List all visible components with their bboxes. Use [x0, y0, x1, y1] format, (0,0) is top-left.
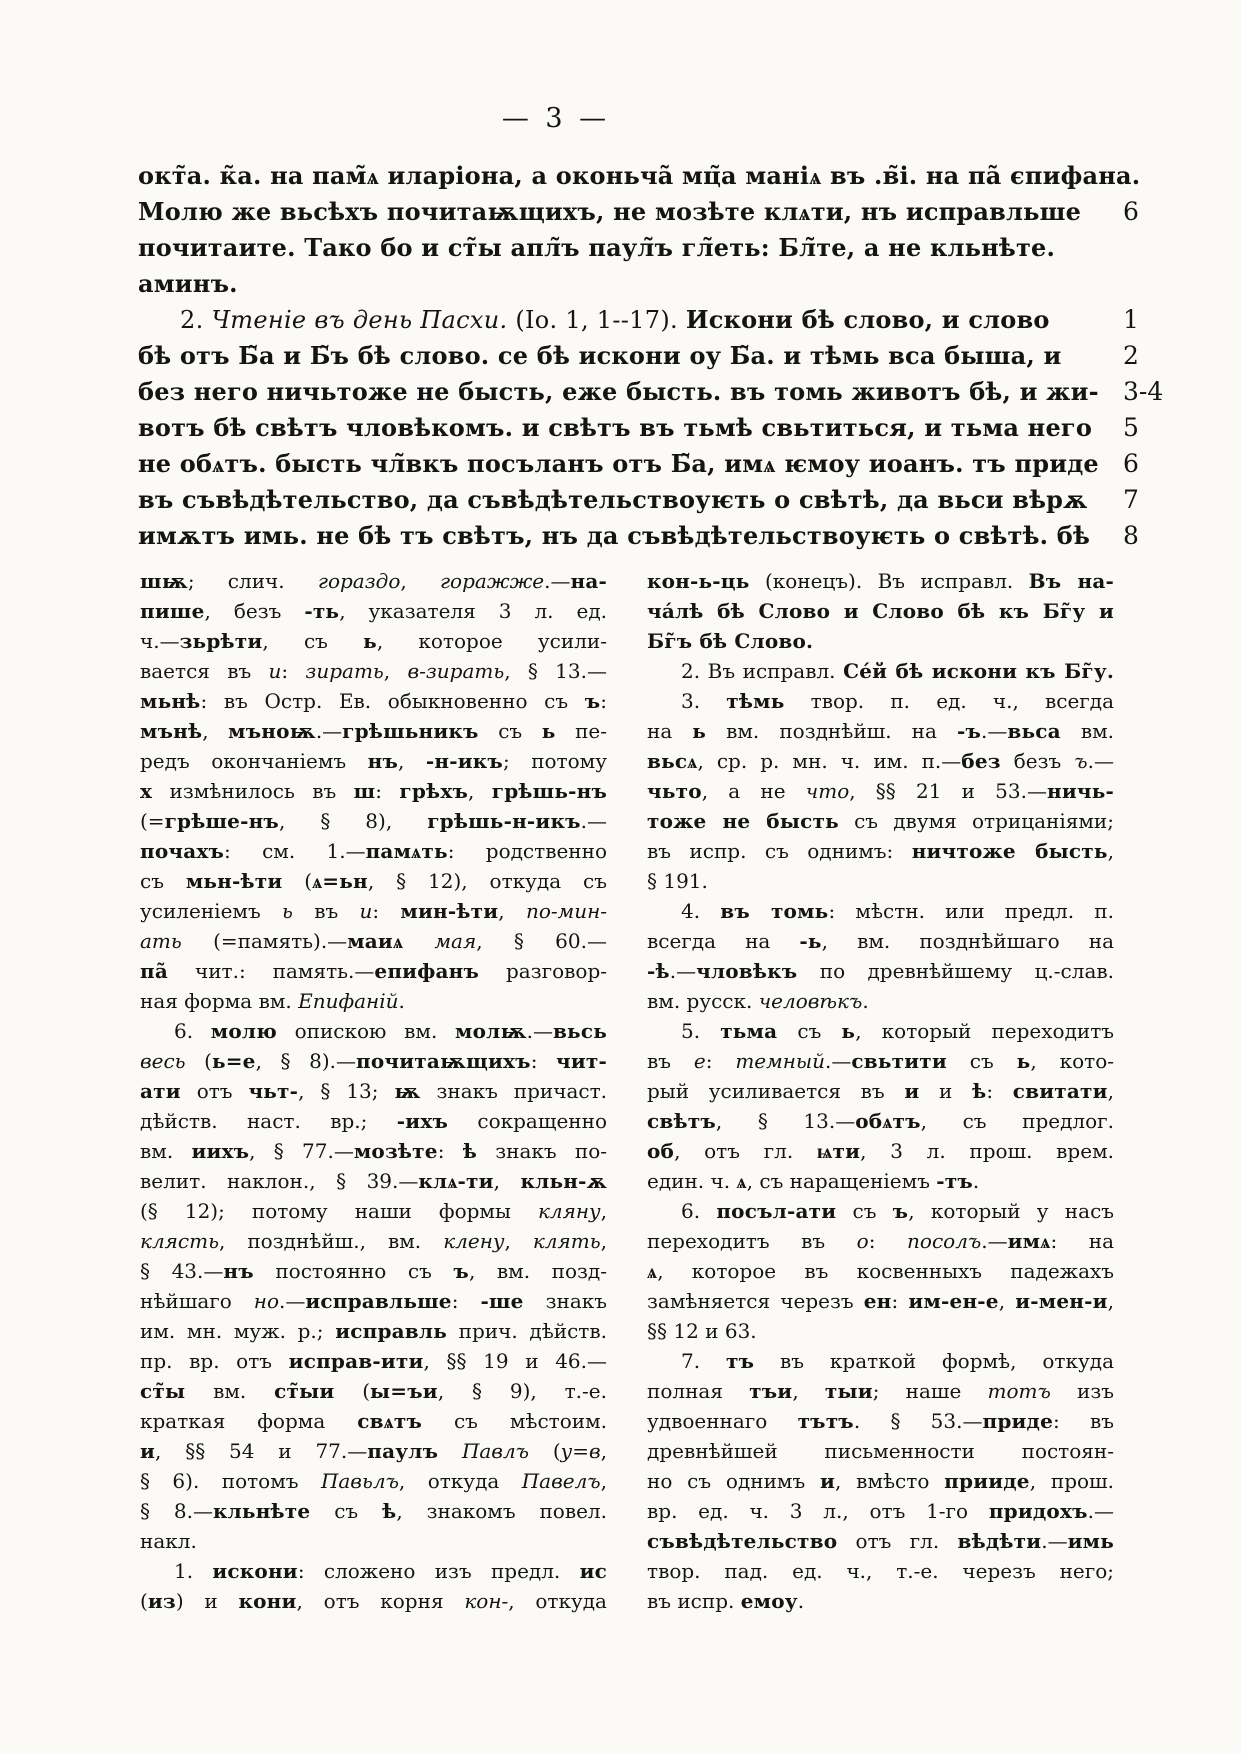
- slavonic-term: кльн-ѫ: [520, 1169, 607, 1193]
- commentary-line: ная форма вм. Епифаній.: [140, 989, 405, 1013]
- commentary-line: съвѣдѣтельство отъ гл. вѣдѣти.—имь: [647, 1529, 1114, 1553]
- slavonic-term: ѩти: [816, 1139, 861, 1163]
- slavonic-term: маиѧ: [347, 929, 404, 953]
- slavonic-term: ен: [863, 1289, 892, 1313]
- italic-term: гораздо: [317, 569, 401, 593]
- slavonic-term: ь: [692, 719, 707, 743]
- commentary-line: замѣняется черезъ ен: им-ен-е, и-мен-и,: [647, 1289, 1114, 1313]
- commentary-line: полная тъи, тыи; наше тотъ изъ: [647, 1379, 1114, 1403]
- commentary-line: съ мьн-ѣти (ѧ=ьн, § 12), откуда съ: [140, 869, 607, 893]
- slavonic-term: мьн-ѣти: [185, 869, 283, 893]
- italic-term: в-зирать: [407, 659, 505, 683]
- commentary-line: 1. искони: сложено изъ предл. ис: [174, 1559, 607, 1583]
- slavonic-term: мин-ѣти: [400, 899, 499, 923]
- slavonic-term: пише: [140, 599, 205, 623]
- commentary-line: х измѣнилось въ ш: грѣхъ, грѣшь-нъ: [140, 779, 607, 803]
- slavonic-term: чит-: [556, 1049, 607, 1073]
- slavonic-term: -ѣ: [647, 959, 670, 983]
- commentary-line: накл.: [140, 1529, 197, 1553]
- commentary-line: § 191.: [647, 869, 708, 893]
- slavonic-term: кон-ь-ць: [647, 569, 750, 593]
- slavonic-term: тъ: [726, 1349, 755, 1373]
- commentary-line: и, §§ 54 и 77.—паулъ Павлъ (у=в,: [140, 1439, 607, 1463]
- slavonic-term: без него ничьтоже не бысть, еже бысть. въ томь животъ бѣ, и жи-: [138, 377, 1099, 406]
- italic-term: у=в: [560, 1439, 601, 1463]
- commentary-line: всегда на -ь, вм. позднѣйшаго на: [647, 929, 1114, 953]
- commentary-line: нѣйшаго но.—исправльше: -ше знакъ: [140, 1289, 607, 1313]
- slavonic-term: вьсь: [552, 1019, 607, 1043]
- slavonic-term: придохъ: [988, 1499, 1088, 1523]
- commentary-line: 4. въ томь: мѣстн. или предл. п.: [681, 899, 1114, 923]
- slavonic-term: Молю же вьсѣхъ почитаѭщихъ, не мозѣте клѧти, нъ исправльше: [138, 197, 1082, 226]
- slavonic-term: паулъ: [367, 1439, 439, 1463]
- commentary-line: 6. молю опискою вм. молѭ.—вьсь: [174, 1019, 607, 1043]
- text-line: [138, 194, 1198, 230]
- commentary-line: въ испр. емоу.: [647, 1589, 805, 1613]
- slavonic-term: памѧть: [365, 839, 448, 863]
- slavonic-term: почахъ: [140, 839, 225, 863]
- verse-number: 7: [1123, 485, 1139, 514]
- italic-term: и: [359, 899, 373, 923]
- commentary-line: клясть, позднѣйш., вм. клену, клять,: [140, 1229, 607, 1253]
- slavonic-term: шѭ: [140, 569, 188, 593]
- slavonic-term: мозѣте: [353, 1139, 438, 1163]
- commentary-line: пише, безъ -ть, указателя 3 л. ед.: [140, 599, 607, 623]
- slavonic-term: ь: [1016, 1049, 1031, 1073]
- commentary-line: мьнѣ: въ Остр. Ев. обыкновенно съ ъ:: [140, 689, 607, 713]
- commentary-line: удвоеннаго тътъ. § 53.—приде: въ: [647, 1409, 1114, 1433]
- slavonic-term: и-мен-и: [1015, 1289, 1108, 1313]
- slavonic-term: Бг̃ъ бѣ Слово.: [647, 629, 814, 653]
- slavonic-term: ѧ: [647, 1259, 658, 1283]
- slavonic-term: грѣше-нъ: [164, 809, 279, 833]
- commentary-line: весь (ь=е, § 8).—почитаѭщихъ: чит-: [140, 1049, 607, 1073]
- commentary-line: твор. пад. ед. ч., т.-е. черезъ него;: [647, 1559, 1114, 1583]
- italic-term: ь: [282, 899, 293, 923]
- slavonic-term: -н-икъ: [425, 749, 503, 773]
- commentary-line: [647, 626, 1114, 656]
- slavonic-term: ѧ: [736, 1169, 747, 1193]
- commentary-line: (из) и кони, отъ корня кон-, откуда: [140, 1589, 607, 1613]
- slavonic-term: прииде: [944, 1469, 1030, 1493]
- slavonic-term: иихъ: [191, 1139, 250, 1163]
- slavonic-term: без: [961, 749, 1001, 773]
- commentary-line: 6. посъл-ати съ ъ, который у насъ: [681, 1199, 1114, 1223]
- slavonic-term: мънѣ: [140, 719, 203, 743]
- commentary-line: § 43.—нъ постоянно съ ъ, вм. позд-: [140, 1259, 607, 1283]
- slavonic-term: молѭ: [455, 1019, 527, 1043]
- italic-term: ать: [140, 929, 182, 953]
- slavonic-term: почитаѭщихъ: [356, 1049, 531, 1073]
- commentary-line: велит. наклон., § 39.—клѧ-ти, кльн-ѫ: [140, 1169, 607, 1193]
- slavonic-term: ѭ: [394, 1079, 421, 1103]
- commentary-line: дѣйств. наст. вр.; -ихъ сокращенно: [140, 1109, 607, 1133]
- slavonic-term: съвѣдѣтельство: [647, 1529, 838, 1553]
- verse-number: 6: [1123, 449, 1139, 478]
- slavonic-term: -ихъ: [396, 1109, 448, 1133]
- slavonic-term: па̃: [140, 959, 168, 983]
- commentary-right-column: [647, 566, 1114, 1616]
- scripture-line: [138, 230, 1198, 266]
- slavonic-term: свѣтъ: [647, 1109, 716, 1133]
- commentary-line: (§ 12); потому наши формы кляну,: [140, 1199, 607, 1223]
- slavonic-term: и: [904, 1079, 920, 1103]
- commentary-line: ѧ, которое въ косвенныхъ падежахъ: [647, 1259, 1114, 1283]
- slavonic-term: тьма: [720, 1019, 778, 1043]
- text-line: [138, 338, 1198, 374]
- slavonic-term: бѣ отъ Б̃а и Б̃ъ бѣ слово. се бѣ искони оу Б̃а. и тѣмь вса быша, и: [138, 341, 1062, 370]
- italic-term: что: [805, 779, 850, 803]
- italic-term: зирать: [305, 659, 384, 683]
- slavonic-term: ь: [363, 629, 377, 653]
- slavonic-term: мьнѣ: [140, 689, 201, 713]
- italic-term: мая: [434, 929, 477, 953]
- slavonic-term: ничь-: [1047, 779, 1114, 803]
- commentary: [140, 566, 1114, 1616]
- page-number: — 3 —: [501, 103, 611, 134]
- italic-term: темный: [735, 1049, 826, 1073]
- slavonic-term: ъ: [892, 1199, 909, 1223]
- italic-term: клену: [443, 1229, 505, 1253]
- commentary-line: вьсѧ, ср. р. мн. ч. им. п.—без безъ ъ.—: [647, 749, 1114, 773]
- text-line: [138, 446, 1198, 482]
- commentary-line: ч.—зьрѣти, съ ь, которое усили-: [140, 629, 607, 653]
- text-line: [138, 230, 1198, 266]
- slavonic-term: зьрѣти: [179, 629, 263, 653]
- slavonic-term: почитаите. Тако бо и ст̃ы апл̃ъ паул̃ъ гл̃еть: Бл̃те, а не кльнѣте.: [138, 233, 1056, 262]
- text-line: [138, 482, 1198, 518]
- slavonic-term: и: [819, 1469, 836, 1493]
- slavonic-term: епифанъ: [374, 959, 479, 983]
- commentary-line: краткая форма свѧтъ съ мѣстоим.: [140, 1409, 607, 1433]
- scripture-line: [138, 482, 1198, 518]
- italic-term: кон-: [464, 1589, 509, 1613]
- slavonic-term: кони: [238, 1589, 297, 1613]
- slavonic-term: мъноѭ: [228, 719, 316, 743]
- commentary-line: древнѣйшей письменности постоян-: [647, 1439, 1114, 1463]
- italic-term: Чтеніе въ день Пасхи.: [211, 306, 508, 334]
- commentary-line: тоже не бысть съ двумя отрицаніями;: [647, 809, 1114, 833]
- commentary-line: почахъ: см. 1.—памѧть: родственно: [140, 839, 607, 863]
- commentary-line: шѭ; слич. гораздо, горажже.—на-: [140, 569, 607, 593]
- commentary-line: 5. тьма съ ь, который переходитъ: [681, 1019, 1114, 1043]
- slavonic-term: ъ: [584, 689, 601, 713]
- commentary-line: переходитъ въ о: посолъ.—имѧ: на: [647, 1229, 1114, 1253]
- slavonic-term: нъ: [367, 749, 398, 773]
- text-line: [138, 266, 1198, 302]
- italic-term: е: [693, 1049, 706, 1073]
- slavonic-term: Искони бѣ слово, и слово: [685, 305, 1050, 334]
- scripture-line: [138, 446, 1198, 482]
- commentary-line: вм. русск. человѣкъ.: [647, 989, 869, 1013]
- italic-term: по-мин-: [525, 899, 607, 923]
- slavonic-term: -ть: [304, 599, 340, 623]
- verse-number: 5: [1123, 413, 1139, 442]
- slavonic-term: тоже не бысть: [647, 809, 839, 833]
- text-line: [138, 374, 1198, 410]
- slavonic-term: вѣдѣти: [957, 1529, 1042, 1553]
- scripture-line: [138, 338, 1198, 374]
- commentary-line: но съ однимъ и, вмѣсто прииде, прош.: [647, 1469, 1114, 1493]
- slavonic-term: свѧтъ: [357, 1409, 423, 1433]
- slavonic-term: исправ-ити: [288, 1349, 424, 1373]
- commentary-line: чьто, а не что, §§ 21 и 53.—ничь-: [647, 779, 1114, 803]
- slavonic-term: чьт-: [248, 1079, 299, 1103]
- slavonic-term: въ съвѣдѣтельство, да съвѣдѣтельствоуѥть о свѣтѣ, да вьси вѣрѫ: [138, 485, 1088, 514]
- commentary-line: [647, 596, 1114, 626]
- commentary-line: ст̃ы вм. ст̃ыи (ы=ъи, § 9), т.-е.: [140, 1379, 607, 1403]
- commentary-line: на ь вм. позднѣйш. на -ъ.—вьса вм.: [647, 719, 1114, 743]
- verse-number: 3-4: [1123, 377, 1164, 406]
- slavonic-term: грѣхъ: [399, 779, 468, 803]
- italic-term: Епифаній: [298, 989, 399, 1013]
- commentary-line: вр. ед. ч. 3 л., отъ 1-го придохъ.—: [647, 1499, 1114, 1523]
- commentary-line: въ е: темный.—свьтити съ ь, кото-: [647, 1049, 1114, 1073]
- commentary-line: -ѣ.—чловѣкъ по древнѣйшему ц.-слав.: [647, 959, 1114, 983]
- slavonic-term: свьтити: [851, 1049, 947, 1073]
- italic-term: тотъ: [987, 1379, 1051, 1403]
- italic-term: посолъ: [907, 1229, 982, 1253]
- slavonic-term: чьто: [647, 779, 702, 803]
- slavonic-term: -ъ: [956, 719, 981, 743]
- italic-term: и: [268, 659, 282, 683]
- italic-term: Павлъ: [461, 1439, 530, 1463]
- slavonic-term: посъл-ати: [716, 1199, 837, 1223]
- slavonic-term: и: [140, 1439, 156, 1463]
- slavonic-term: на-: [570, 569, 607, 593]
- slavonic-term: Се́й бѣ искони къ Бг̃у.: [843, 659, 1114, 683]
- slavonic-term: свитати: [1012, 1079, 1108, 1103]
- slavonic-term: кльнѣте: [212, 1499, 311, 1523]
- slavonic-term: ст̃ы: [140, 1379, 186, 1403]
- verse-number: 6: [1123, 197, 1139, 226]
- commentary-line: един. ч. ѧ, съ наращеніемъ -тъ.: [647, 1169, 980, 1193]
- slavonic-term: из: [147, 1589, 176, 1613]
- slavonic-term: ь: [841, 1019, 856, 1043]
- scripture-line: [138, 374, 1198, 410]
- italic-term: горажже: [439, 569, 545, 593]
- slavonic-term: чловѣкъ: [696, 959, 798, 983]
- commentary-line: свѣтъ, § 13.—обѧтъ, съ предлог.: [647, 1109, 1114, 1133]
- commentary-line: въ испр. съ однимъ: ничтоже бысть,: [647, 839, 1114, 863]
- italic-term: кляну: [537, 1199, 601, 1223]
- italic-term: Павьлъ: [320, 1469, 399, 1493]
- slavonic-term: молю: [210, 1019, 277, 1043]
- italic-term: человѣкъ: [758, 989, 863, 1013]
- slavonic-term: приде: [982, 1409, 1054, 1433]
- slavonic-term: нъ: [223, 1259, 254, 1283]
- slavonic-term: вьса: [1007, 719, 1061, 743]
- scripture-line: [138, 266, 1198, 302]
- italic-term: но: [253, 1289, 279, 1313]
- slavonic-term: имѧ: [1007, 1229, 1051, 1253]
- commentary-left-column: [140, 566, 607, 1616]
- commentary-line: редъ окончаніемъ нъ, -н-икъ; потому: [140, 749, 607, 773]
- commentary-line: ать (=память).—маиѧ мая, § 60.—: [140, 929, 607, 953]
- commentary-line: 2. Въ исправл. Се́й бѣ искони къ Бг̃у.: [681, 659, 1114, 683]
- commentary-line: ати отъ чьт-, § 13; ѭ знакъ причаст.: [140, 1079, 607, 1103]
- slavonic-term: Въ на-: [1028, 569, 1114, 593]
- slavonic-term: ѧ=ьн: [312, 869, 368, 893]
- slavonic-term: тѣмь: [726, 689, 785, 713]
- italic-term: о: [856, 1229, 869, 1253]
- commentary-line: 3. тѣмь твор. п. ед. ч., всегда: [681, 689, 1114, 713]
- slavonic-term: ѣ: [382, 1499, 397, 1523]
- slavonic-term: им-ен-е: [908, 1289, 999, 1313]
- slavonic-term: тъи: [749, 1379, 793, 1403]
- commentary-line: рый усиливается въ и и ѣ: свитати,: [647, 1079, 1114, 1103]
- slavonic-term: обѧтъ: [855, 1109, 921, 1133]
- italic-term: Павелъ: [521, 1469, 601, 1493]
- text-line: [138, 410, 1198, 446]
- slavonic-term: окт̃а. к̃а. на пам̃ѧ иларіона, а оконьча̃ мц̃а маніѧ въ .в̃і. на па̃ єпифана.: [138, 161, 1141, 190]
- slavonic-term: -ь: [799, 929, 822, 953]
- slavonic-term: ча́лѣ бѣ Слово и Слово бѣ къ Бг̃у и: [647, 599, 1114, 623]
- slavonic-term: аминъ.: [138, 269, 238, 298]
- slavonic-term: ы=ъи: [370, 1379, 438, 1403]
- slavonic-term: искони: [212, 1559, 298, 1583]
- scripture-line: [138, 194, 1198, 230]
- slavonic-term: клѧ-ти: [418, 1169, 494, 1193]
- verse-number: 2: [1123, 341, 1139, 370]
- text-line: [138, 518, 1198, 554]
- slavonic-term: въ томь: [720, 899, 829, 923]
- italic-term: весь: [140, 1049, 186, 1073]
- slavonic-term: тыи: [824, 1379, 873, 1403]
- slavonic-term: тътъ: [797, 1409, 854, 1433]
- slavonic-term: грѣшь-нъ: [491, 779, 607, 803]
- commentary-line: (=грѣше-нъ, § 8), грѣшь-н-икъ.—: [140, 809, 607, 833]
- commentary-line: пр. вр. отъ исправ-ити, §§ 19 и 46.—: [140, 1349, 607, 1373]
- slavonic-term: ати: [140, 1079, 181, 1103]
- slavonic-term: ис: [579, 1559, 607, 1583]
- slavonic-term: ь=е: [211, 1049, 256, 1073]
- slavonic-term: ѣ: [972, 1079, 987, 1103]
- commentary-line: па̃ чит.: память.—епифанъ разговор-: [140, 959, 607, 983]
- scripture-line: [138, 518, 1198, 554]
- commentary-line: § 8.—кльнѣте съ ѣ, знакомъ повел.: [140, 1499, 607, 1523]
- commentary-line: вается въ и: зирать, в-зирать, § 13.—: [140, 659, 607, 683]
- text-line: [138, 158, 1198, 194]
- slavonic-term: -ше: [480, 1289, 524, 1313]
- verse-number: 8: [1123, 521, 1139, 550]
- commentary-line: об, отъ гл. ѩти, 3 л. прош. врем.: [647, 1139, 1114, 1163]
- slavonic-term: грѣшьникъ: [342, 719, 479, 743]
- commentary-line: вм. иихъ, § 77.—мозѣте: ѣ знакъ по-: [140, 1139, 607, 1163]
- slavonic-term: ничтоже бысть: [911, 839, 1108, 863]
- scripture-line: [138, 302, 1198, 338]
- commentary-line: §§ 12 и 63.: [647, 1319, 757, 1343]
- italic-term: клясть: [140, 1229, 219, 1253]
- commentary-line: им. мн. муж. р.; исправль прич. дѣйств.: [140, 1319, 607, 1343]
- italic-term: клять: [532, 1229, 601, 1253]
- slavonic-term: исправль: [335, 1319, 447, 1343]
- scripture-line: [138, 410, 1198, 446]
- scripture-line: [138, 158, 1198, 194]
- text-line: 2. Чтеніе въ день Пасхи. (Іо. 1, 1--17). Искони бѣ слово, и слово: [180, 305, 1050, 334]
- slavonic-term: -тъ: [936, 1169, 973, 1193]
- commentary-line: кон-ь-ць (конецъ). Въ исправл. Въ на-: [647, 569, 1114, 593]
- commentary-line: 7. тъ въ краткой формѣ, откуда: [681, 1349, 1114, 1373]
- scripture-block: [138, 158, 1198, 554]
- slavonic-term: об: [647, 1139, 675, 1163]
- slavonic-term: емоу: [740, 1589, 798, 1613]
- slavonic-term: вьсѧ: [647, 749, 698, 773]
- slavonic-term: ш: [353, 779, 376, 803]
- slavonic-term: исправльше: [305, 1289, 452, 1313]
- slavonic-term: х: [140, 779, 153, 803]
- slavonic-term: имь: [1067, 1529, 1114, 1553]
- slavonic-term: ѣ: [462, 1139, 477, 1163]
- slavonic-term: имѫтъ имь. не бѣ тъ свѣтъ, нъ да съвѣдѣтельствоуѥть о свѣтѣ. бѣ: [138, 521, 1091, 550]
- slavonic-term: вотъ бѣ свѣтъ чловѣкомъ. и свѣтъ въ тьмѣ свьтиться, и тьма него: [138, 413, 1093, 442]
- italic-term: ъ: [1074, 749, 1088, 773]
- verse-number: 1: [1123, 305, 1139, 334]
- slavonic-term: грѣшь-н-икъ: [427, 809, 581, 833]
- slavonic-term: не обѧтъ. бысть чл̃вкъ посъланъ отъ Б̃а, имѧ ѥмоу иоанъ. тъ приде: [138, 449, 1099, 478]
- commentary-line: усиленіемъ ь въ и: мин-ѣти, по-мин-: [140, 899, 607, 923]
- slavonic-term: ъ: [453, 1259, 469, 1283]
- commentary-line: мънѣ, мъноѭ.—грѣшьникъ съ ь пе-: [140, 719, 607, 743]
- commentary-line: § 6). потомъ Павьлъ, откуда Павелъ,: [140, 1469, 607, 1493]
- slavonic-term: ь: [541, 719, 556, 743]
- slavonic-term: ст̃ыи: [274, 1379, 335, 1403]
